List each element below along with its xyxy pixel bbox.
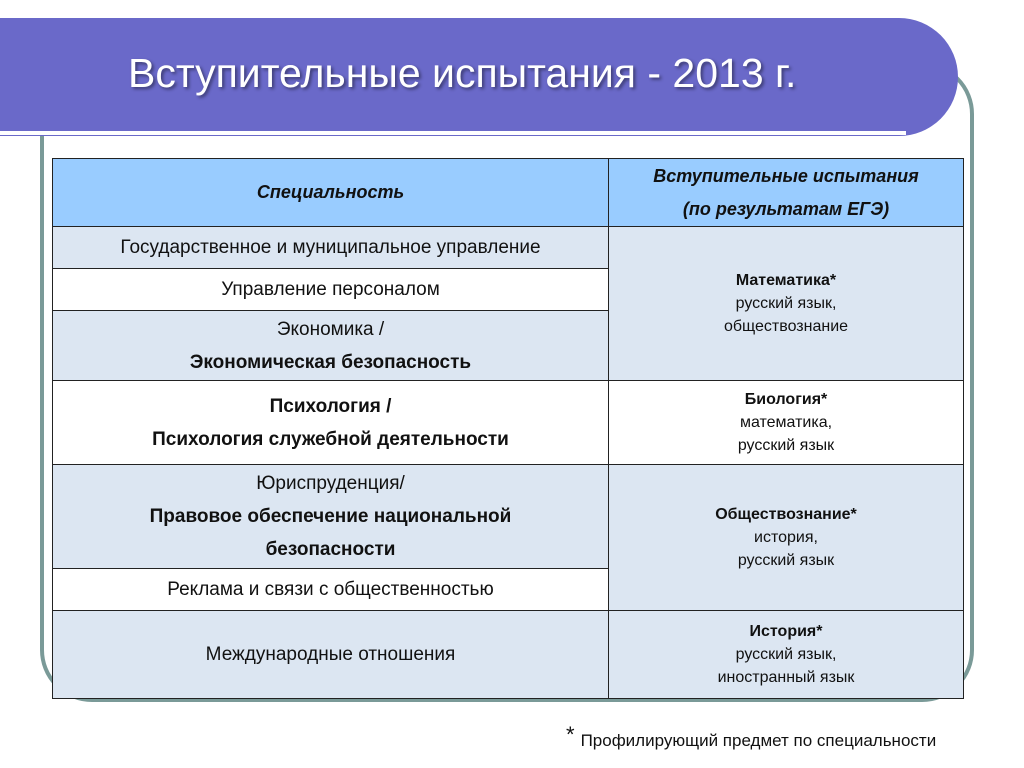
- specialty-cell: [53, 311, 609, 381]
- header-exams: [609, 159, 964, 227]
- exam-cell: [609, 611, 964, 699]
- footnote: [566, 722, 936, 751]
- table-row: [53, 381, 964, 465]
- exam-line: математика,: [739, 414, 833, 431]
- exam-line: иностранный язык: [717, 669, 855, 686]
- table-row: [53, 611, 964, 699]
- specialty-cell: Управление персоналом: [53, 269, 609, 311]
- exam-line: обществознание: [723, 318, 849, 335]
- header-exams-line1: Вступительные испытания: [653, 165, 919, 186]
- slide-title: Вступительные испытания - 2013 г.: [128, 50, 797, 96]
- exam-cell: [609, 227, 964, 381]
- exam-cell: [609, 465, 964, 611]
- exam-cell: [609, 381, 964, 465]
- exam-line: русский язык: [737, 552, 835, 569]
- exam-line: русский язык,: [735, 646, 837, 663]
- exam-line: русский язык,: [735, 295, 837, 312]
- table-row: [53, 227, 964, 269]
- banner-divider: [0, 131, 906, 135]
- footnote-marker: *: [566, 722, 575, 747]
- exam-main: История*: [749, 623, 823, 640]
- table-header-row: [53, 159, 964, 227]
- exam-main: Биология*: [744, 391, 828, 408]
- header-exams-line2: (по результатам ЕГЭ): [682, 198, 890, 219]
- specialty-cell: Государственное и муниципальное управление: [53, 227, 609, 269]
- specialty-line-bold: Психология служебной деятельности: [152, 428, 509, 450]
- exam-line: история,: [754, 529, 818, 546]
- exam-line: русский язык: [737, 437, 835, 454]
- specialty-line-bold: Экономическая безопасность: [189, 351, 472, 373]
- exam-main: Математика*: [735, 272, 837, 289]
- table-row: [53, 465, 964, 569]
- exam-main: Обществознание*: [715, 506, 857, 523]
- admission-table: [52, 158, 964, 699]
- specialty-line: Юриспруденция/: [256, 473, 405, 494]
- specialty-cell: [53, 381, 609, 465]
- specialty-line: Экономика /: [276, 318, 385, 340]
- specialty-cell: Международные отношения: [53, 611, 609, 699]
- header-specialty: Специальность: [53, 159, 609, 227]
- specialty-cell: [53, 465, 609, 569]
- specialty-cell: Реклама и связи с общественностью: [53, 569, 609, 611]
- specialty-line-bold: безопасности: [265, 539, 396, 560]
- specialty-line-bold: Правовое обеспечение национальной: [149, 506, 512, 527]
- specialty-line-bold: Психология /: [269, 395, 392, 417]
- footnote-text: Профилирующий предмет по специальности: [580, 731, 937, 750]
